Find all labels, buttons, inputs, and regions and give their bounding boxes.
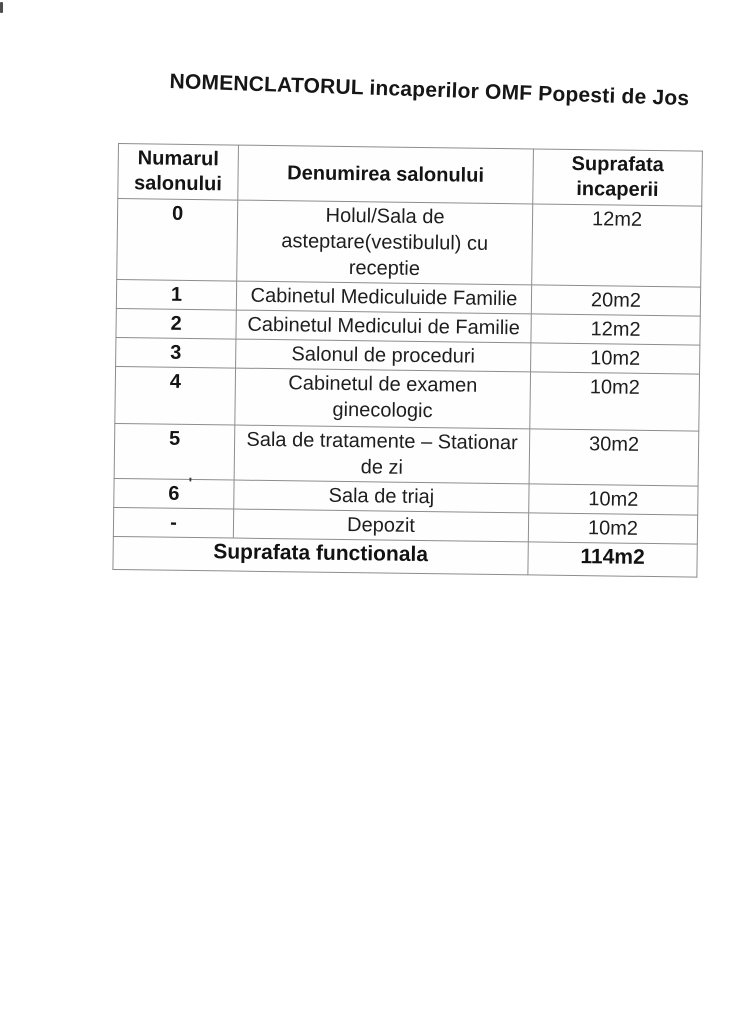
room-name-cell: Holul/Sala de asteptare(vestibulul) cu receptie (237, 200, 533, 285)
room-number-cell: - (113, 507, 233, 538)
room-number-cell: 0 (117, 199, 238, 282)
room-area-cell: 10m2 (528, 513, 697, 544)
room-number-cell: 6 (114, 478, 234, 509)
document-title: NOMENCLATORUL incaperilor OMF Popesti de Jos (169, 70, 690, 111)
header-room-name: Denumirea salonului (238, 145, 534, 204)
footer-row (113, 536, 697, 577)
table-row (115, 366, 700, 431)
footer-total-label: Suprafata functionala (113, 536, 528, 574)
room-area-cell: 10m2 (530, 372, 700, 431)
room-area-cell: 12m2 (532, 204, 702, 287)
room-area-cell: 10m2 (531, 343, 700, 374)
room-name-cell: Sala de tratamente – Stationar de zi (234, 425, 530, 484)
room-name-cell: Cabinetul Medicului de Familie (236, 310, 531, 343)
room-area-cell: 30m2 (529, 429, 699, 486)
stray-mark-artifact: ' (188, 474, 193, 492)
table-footer (113, 536, 697, 577)
header-room-area: Suprafata incaperii (533, 149, 703, 206)
room-name-cell: Depozit (233, 509, 528, 542)
room-name-cell: Sala de triaj (234, 480, 529, 513)
rooms-table-wrap (112, 143, 703, 578)
table-row (114, 423, 699, 486)
room-area-cell: 20m2 (531, 285, 700, 316)
header-room-number: Numarul salonului (118, 144, 239, 201)
room-name-cell: Cabinetul de examen ginecologic (235, 368, 531, 429)
room-area-cell: 12m2 (531, 314, 700, 345)
room-number-cell: 5 (114, 423, 235, 480)
rooms-table (112, 143, 703, 578)
scan-artifact-corner (0, 2, 3, 13)
table-body (113, 199, 701, 545)
room-number-cell: 3 (116, 337, 236, 368)
table-header (118, 144, 703, 207)
room-name-cell: Salonul de proceduri (236, 339, 531, 372)
room-name-cell: Cabinetul Mediculuide Familie (236, 281, 531, 314)
room-number-cell: 2 (116, 308, 236, 339)
header-row (118, 144, 703, 207)
room-number-cell: 1 (116, 279, 236, 310)
room-area-cell: 10m2 (529, 484, 698, 515)
footer-total-value: 114m2 (528, 542, 697, 577)
room-number-cell: 4 (115, 366, 236, 425)
table-row (117, 199, 702, 288)
